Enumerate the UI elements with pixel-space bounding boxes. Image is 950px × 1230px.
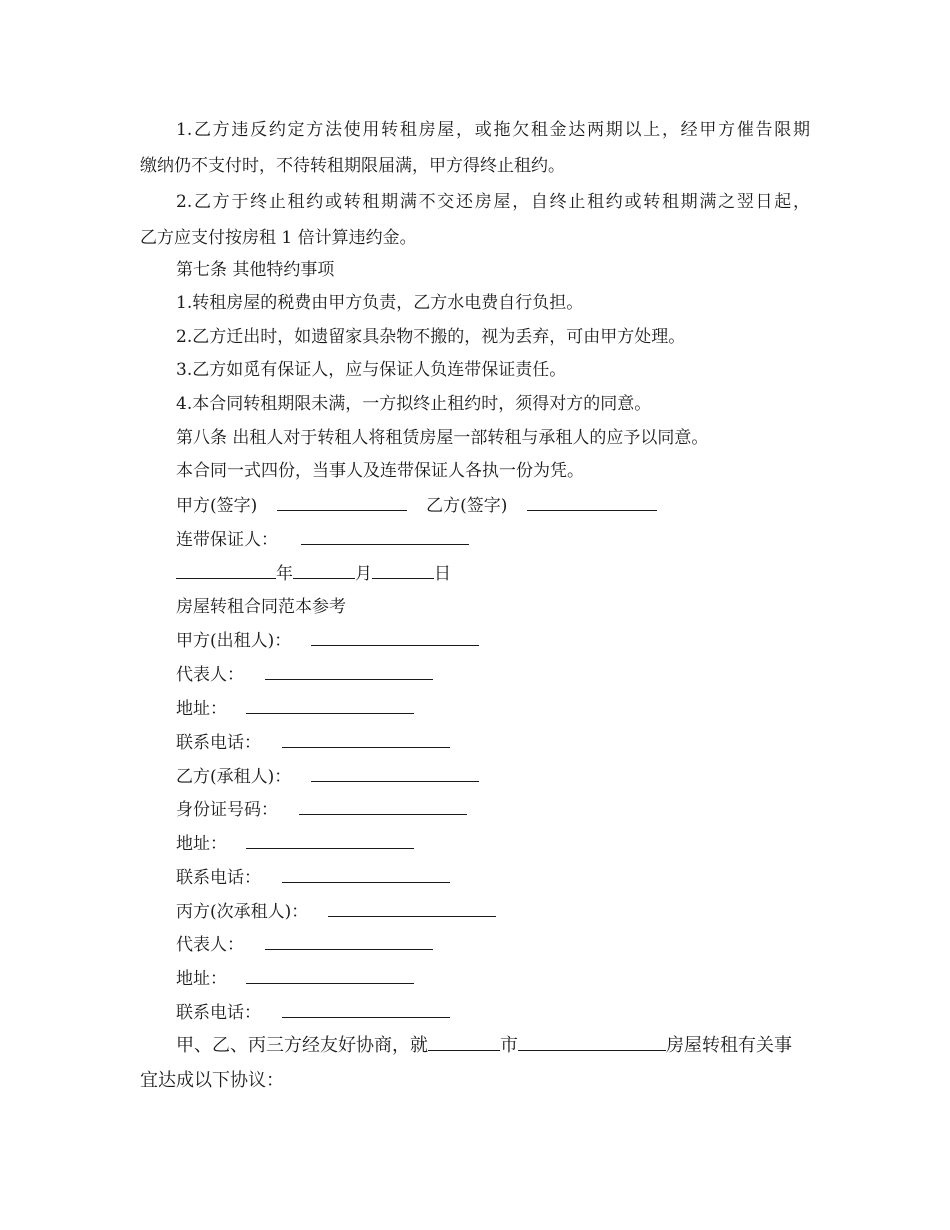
copies-clause: 本合同一式四份，当事人及连带保证人各执一份为凭。: [176, 461, 584, 481]
id-b-label: 身份证号码：: [176, 800, 278, 820]
day-blank[interactable]: [372, 561, 434, 579]
clause-2-line-2: 乙方应支付按房租 1 倍计算违约金。: [140, 228, 417, 248]
party-b-sign-blank[interactable]: [527, 493, 657, 511]
sample-title: 房屋转租合同范本参考: [176, 597, 346, 617]
addr-c-line: [176, 966, 810, 991]
id-b-blank[interactable]: [299, 797, 467, 815]
tel-a-blank[interactable]: [282, 730, 450, 748]
tel-a-line: [176, 730, 810, 755]
rep-a-label: 代表人：: [176, 665, 244, 685]
addr-b-blank[interactable]: [246, 831, 414, 849]
rep-c-line: [176, 932, 810, 957]
tel-a-label: 联系电话：: [176, 733, 261, 753]
party-a-sign-blank[interactable]: [277, 493, 407, 511]
agreement-text-1: 甲、乙、丙三方经友好协商，就: [176, 1035, 428, 1056]
party-a-label: 甲方(出租人)：: [176, 631, 292, 651]
rep-c-label: 代表人：: [176, 935, 244, 955]
party-c-line: [176, 899, 810, 924]
rep-a-blank[interactable]: [265, 662, 433, 680]
addr-b-label: 地址：: [176, 834, 227, 854]
article-8: 第八条 出租人对于转租人将租赁房屋一部转租与承租人的应予以同意。: [176, 428, 709, 448]
guarantor-line: [176, 527, 810, 552]
party-b-blank[interactable]: [311, 764, 479, 782]
month-blank[interactable]: [293, 561, 355, 579]
article-7-item-1: 1.转租房屋的税费由甲方负责，乙方水电费自行负担。: [176, 293, 584, 313]
day-label: 日: [434, 564, 451, 584]
party-a-line: [176, 628, 810, 653]
party-b-line: [176, 764, 810, 789]
tel-c-blank[interactable]: [282, 1000, 450, 1018]
addr-a-blank[interactable]: [246, 696, 414, 714]
month-label: 月: [355, 564, 372, 584]
article-7-item-2: 2.乙方迁出时，如遗留家具杂物不搬的，视为丢弃，可由甲方处理。: [176, 327, 686, 347]
party-b-label: 乙方(承租人)：: [176, 767, 292, 787]
agreement-city-label: 市: [500, 1035, 518, 1056]
agreement-line-1: [176, 1033, 810, 1058]
tel-b-line: [176, 865, 810, 890]
agreement-line-2: 宜达成以下协议：: [140, 1070, 284, 1091]
party-a-sign-label: 甲方(签字): [176, 496, 258, 516]
party-c-label: 丙方(次承租人)：: [176, 902, 309, 922]
property-blank[interactable]: [518, 1033, 666, 1051]
clause-2-line-1: 2.乙方于终止租约或转租期满不交还房屋，自终止租约或转租期满之翌日起，: [176, 192, 810, 212]
id-b-line: [176, 797, 810, 822]
tel-c-line: [176, 1000, 810, 1025]
article-7-item-3: 3.乙方如觅有保证人，应与保证人负连带保证责任。: [176, 360, 567, 380]
addr-a-line: [176, 696, 810, 721]
rep-c-blank[interactable]: [265, 932, 433, 950]
clause-1-line-1: 1.乙方违反约定方法使用转租房屋，或拖欠租金达两期以上，经甲方催告限期: [176, 120, 810, 140]
year-blank[interactable]: [176, 561, 276, 579]
guarantor-label: 连带保证人：: [176, 530, 278, 550]
signature-line: [176, 493, 810, 518]
tel-c-label: 联系电话：: [176, 1003, 261, 1023]
addr-c-blank[interactable]: [246, 966, 414, 984]
party-b-sign-label: 乙方(签字): [426, 496, 508, 516]
guarantor-blank[interactable]: [301, 527, 469, 545]
year-label: 年: [276, 564, 293, 584]
date-line: [176, 561, 810, 586]
article-7-heading: 第七条 其他特约事项: [176, 260, 335, 280]
rep-a-line: [176, 662, 810, 687]
article-7-item-4: 4.本合同转租期限未满，一方拟终止租约时，须得对方的同意。: [176, 394, 652, 414]
party-a-blank[interactable]: [311, 628, 479, 646]
city-blank[interactable]: [428, 1033, 500, 1051]
addr-b-line: [176, 831, 810, 856]
addr-c-label: 地址：: [176, 969, 227, 989]
clause-1-line-2: 缴纳仍不支付时，不待转租期限届满，甲方得终止租约。: [140, 156, 565, 176]
agreement-text-2: 房屋转租有关事: [666, 1035, 792, 1056]
tel-b-blank[interactable]: [282, 865, 450, 883]
addr-a-label: 地址：: [176, 699, 227, 719]
tel-b-label: 联系电话：: [176, 868, 261, 888]
party-c-blank[interactable]: [328, 899, 496, 917]
